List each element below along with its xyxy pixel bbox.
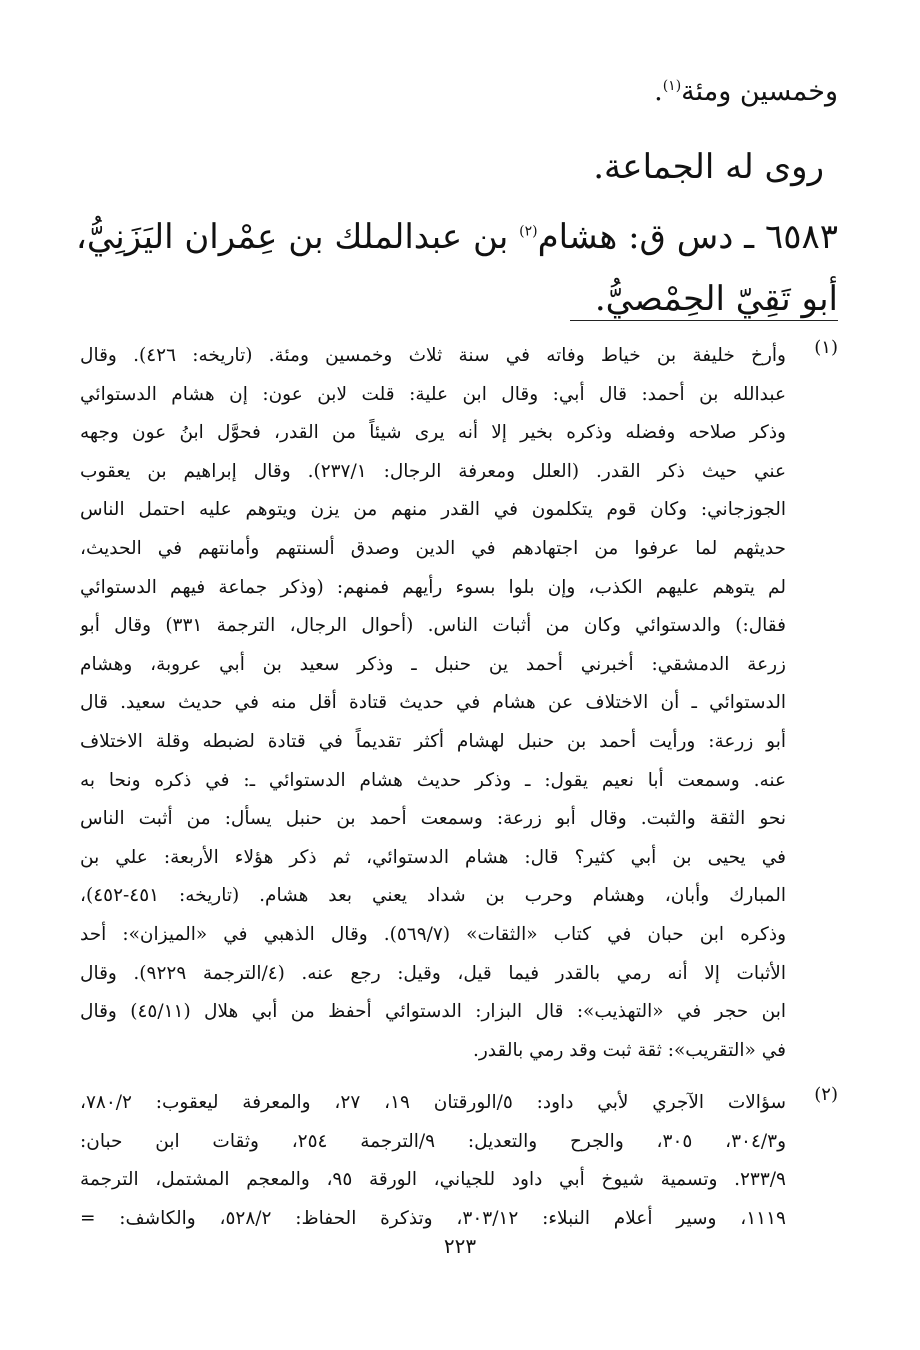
main-text: روى له الجماعة. <box>593 147 824 187</box>
footnote-line: أبو زرعة: ورأيت أحمد بن حنبل لهشام أكثر تقديماً في قتادة لضبطه وقلة الاختلاف <box>80 730 786 752</box>
footnote-line: ٢٣٣/٩. وتسمية شيوخ أبي داود للجياني، الورقة ٩٥، والمعجم المشتمل، الترجمة <box>80 1169 786 1190</box>
footnote-line: ١١١٩، وسير أعلام النبلاء: ٣٠٣/١٢، وتذكرة الحفاظ: ٥٢٨/٢، والكاشف: = <box>80 1207 786 1229</box>
footnote-line: الجوزجاني: وكان قوم يتكلمون في القدر منهم من يزن ويتوهم عليه احتمل الناس <box>80 499 786 521</box>
main-text-line <box>593 147 824 187</box>
footnote-ref: (١) <box>662 78 682 94</box>
footnote-line: سؤالات الآجري لأبي داود: ٥/الورقتان ١٩، ٢٧، والمعرفة ليعقوب: ٧٨٠/٢، <box>80 1092 786 1113</box>
footnote-line: عني حيث ذكر القدر. (العلل ومعرفة الرجال: ٢٣٧/١). وقال إبراهيم بن يعقوب <box>80 460 786 482</box>
footnote-line: لم يتوهم عليهم الكذب، وإن بلوا بسوء رأيهم فمنهم: (وذكر جماعة فيهم الدستوائي <box>80 576 786 598</box>
main-text: وخمسين ومئة <box>681 76 838 107</box>
footnote-line: الدستوائي ـ أن الاختلاف عن هشام في حديث قتادة أقل منه في حديث سعيد. قال <box>80 692 786 714</box>
footnote-line: عبدالله بن أحمد: قال أبي: وقال ابن علية: قلت لابن عون: إن هشام الدستوائي <box>80 383 786 405</box>
page-number: ٢٢٣ <box>443 1234 477 1258</box>
footnote-line: وأرخ خليفة بن خياط وفاته في سنة ثلاث وخمسين ومئة. (تاريخه: ٤٢٦). وقال <box>80 345 786 366</box>
entry-heading: بن عبدالملك بن عِمْران اليَزَنِيُّ، <box>75 217 520 257</box>
footnote-number: (١) <box>814 337 838 358</box>
main-text-line <box>654 78 838 105</box>
footnote-body <box>80 337 786 1070</box>
footnote-line: زرعة الدمشقي: أخبرني أحمد ين حنبل ـ وذكر سعيد بن أبي عروبة، وهشام <box>80 653 786 675</box>
main-text-line <box>594 279 838 319</box>
footnote-line: حديثهم لما عرفوا من اجتهادهم في الدين وصدق ألسنتهم وأمانتهم في الحديث، <box>80 537 786 559</box>
footnote-line: ابن حجر في «التهذيب»: قال البزار: الدستوائي أحفظ من أبي هلال (٤٥/١١) وقال <box>80 1001 786 1023</box>
footnote-line: وذكره ابن حبان في كتاب «الثقات» (٥٦٩/٧). وقال الذهبي في «الميزان»: أحد <box>80 923 786 945</box>
footnote-line: فقال:) والدستوائي وكان من أثبات الناس. (أحوال الرجال، الترجمة ٣٣١) وقال أبو <box>80 615 786 637</box>
footnote-line: في «التقريب»: ثقة ثبت وقد رمي بالقدر. <box>472 1039 786 1061</box>
footnote-ref: (٢) <box>519 223 538 240</box>
footnote-divider <box>570 320 838 321</box>
footnote-line: المبارك وأبان، وهشام وحرب بن شداد يعني بعد هشام. (تاريخه: ٤٥١-٤٥٢)، <box>80 885 786 907</box>
footnote-line: عنه. وسمعت أبا نعيم يقول: ـ وذكر حديث هشام الدستوائي ـ: في ذكره ونحا به <box>80 769 786 791</box>
entry-heading: ٦٥٨٣ ـ دس ق: هشام <box>537 217 838 257</box>
footnote-line: وذكر صلاحه وفضله وذكره بخير إلا أنه يرى شيئاً من القدر، فحوَّل ابنُ عون وجهه <box>80 422 786 444</box>
footnote-line: في يحيى بن أبي كثير؟ قال: هشام الدستوائي، ثم ذكر هؤلاء الأربعة: علي بن <box>80 846 786 868</box>
footnote-line: نحو الثقة والثبت. وقال أبو زرعة: وسمعت أحمد بن حنبل يسأل: من أثبت الناس <box>80 808 786 830</box>
footnote-line: الأثبات إلا أنه رمي بالقدر فيما قيل، وقيل: رجع عنه. (٤/الترجمة ٩٢٢٩). وقال <box>80 962 786 984</box>
footnote-number: (٢) <box>814 1084 838 1105</box>
main-text: أبو تَقِيّ الحِمْصيُّ. <box>594 279 838 319</box>
main-text: . <box>654 76 663 107</box>
footnote-body <box>80 1084 786 1238</box>
entry-heading-line <box>75 217 838 257</box>
footnote-line: و٣٠٤/٣، ٣٠٥، والجرح والتعديل: ٩/الترجمة ٢٥٤، وثقات ابن حبان: <box>80 1130 786 1152</box>
